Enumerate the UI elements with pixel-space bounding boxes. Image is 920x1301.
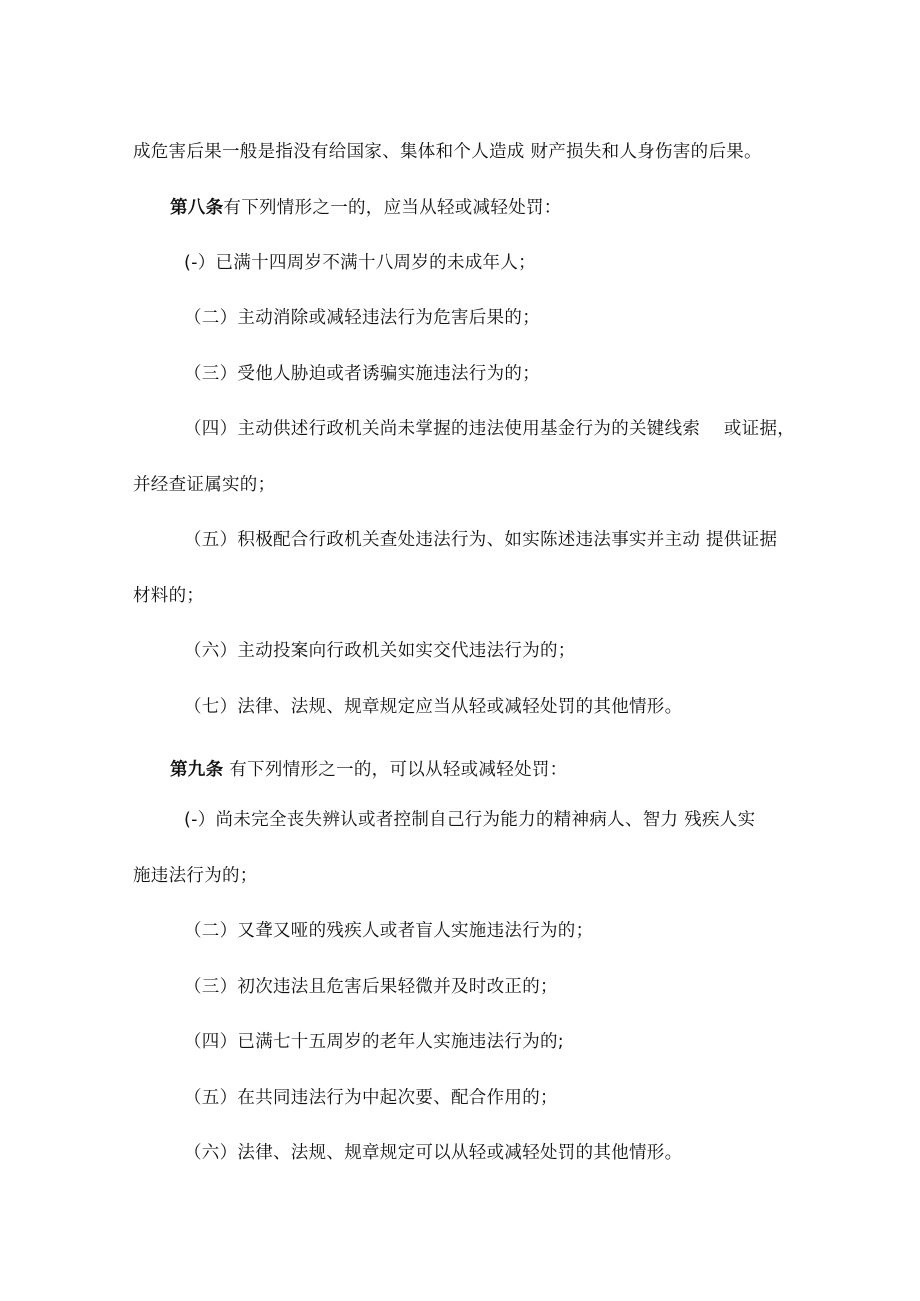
- article-8-item-3: （三）受他人胁迫或者诱骗实施违法行为的；: [184, 364, 540, 384]
- article-9-title: 第九条: [170, 760, 224, 780]
- article-8-title: 第八条: [170, 198, 224, 218]
- article-9-item-1: (-）尚未完全丧失辨认或者控制自己行为能力的精神病人、智力 残疾人实: [184, 810, 756, 830]
- article-8-item-6: （六）主动投案向行政机关如实交代违法行为的；: [184, 641, 576, 661]
- article-8-item-2: （二）主动消除或减轻违法行为危害后果的；: [184, 308, 540, 328]
- article-9-item-5: （五）在共同违法行为中起次要、配合作用的；: [184, 1088, 558, 1108]
- article-8-item-1: (-）已满十四周岁不满十八周岁的未成年人；: [184, 253, 536, 273]
- article-9-item-2: （二）又聋又哑的残疾人或者盲人实施违法行为的；: [184, 921, 594, 941]
- intro-paragraph: 成危害后果一般是指没有给国家、集体和个人造成 财产损失和人身伤害的后果。: [133, 142, 762, 162]
- article-8-item-7: （七）法律、法规、规章规定应当从轻或减轻处罚的其他情形。: [184, 697, 683, 717]
- article-8-item-5: （五）积极配合行政机关查处违法行为、如实陈述违法事实并主动 提供证据: [184, 530, 778, 550]
- article-9-item-6: （六）法律、法规、规章规定可以从轻或减轻处罚的其他情形。: [184, 1143, 683, 1163]
- article-8-text: 有下列情形之一的，应当从轻或减轻处罚：: [223, 198, 562, 218]
- article-8-heading-line: [170, 196, 562, 220]
- article-9-item-1-cont: 施违法行为的；: [133, 866, 258, 886]
- article-8-item-4: （四）主动供述行政机关尚未掌握的违法使用基金行为的关键线索 或证据，: [184, 419, 796, 439]
- article-8-item-5-cont: 材料的；: [133, 586, 205, 606]
- article-9-text: 有下列情形之一的，可以从轻或减轻处罚：: [223, 760, 568, 780]
- article-9-heading-line: [170, 758, 567, 782]
- article-9-item-4: （四）已满七十五周岁的老年人实施违法行为的;: [184, 1032, 564, 1052]
- article-9-item-3: （三）初次违法且危害后果轻微并及时改正的；: [184, 977, 558, 997]
- article-8-item-4-cont: 并经查证属实的；: [133, 475, 276, 495]
